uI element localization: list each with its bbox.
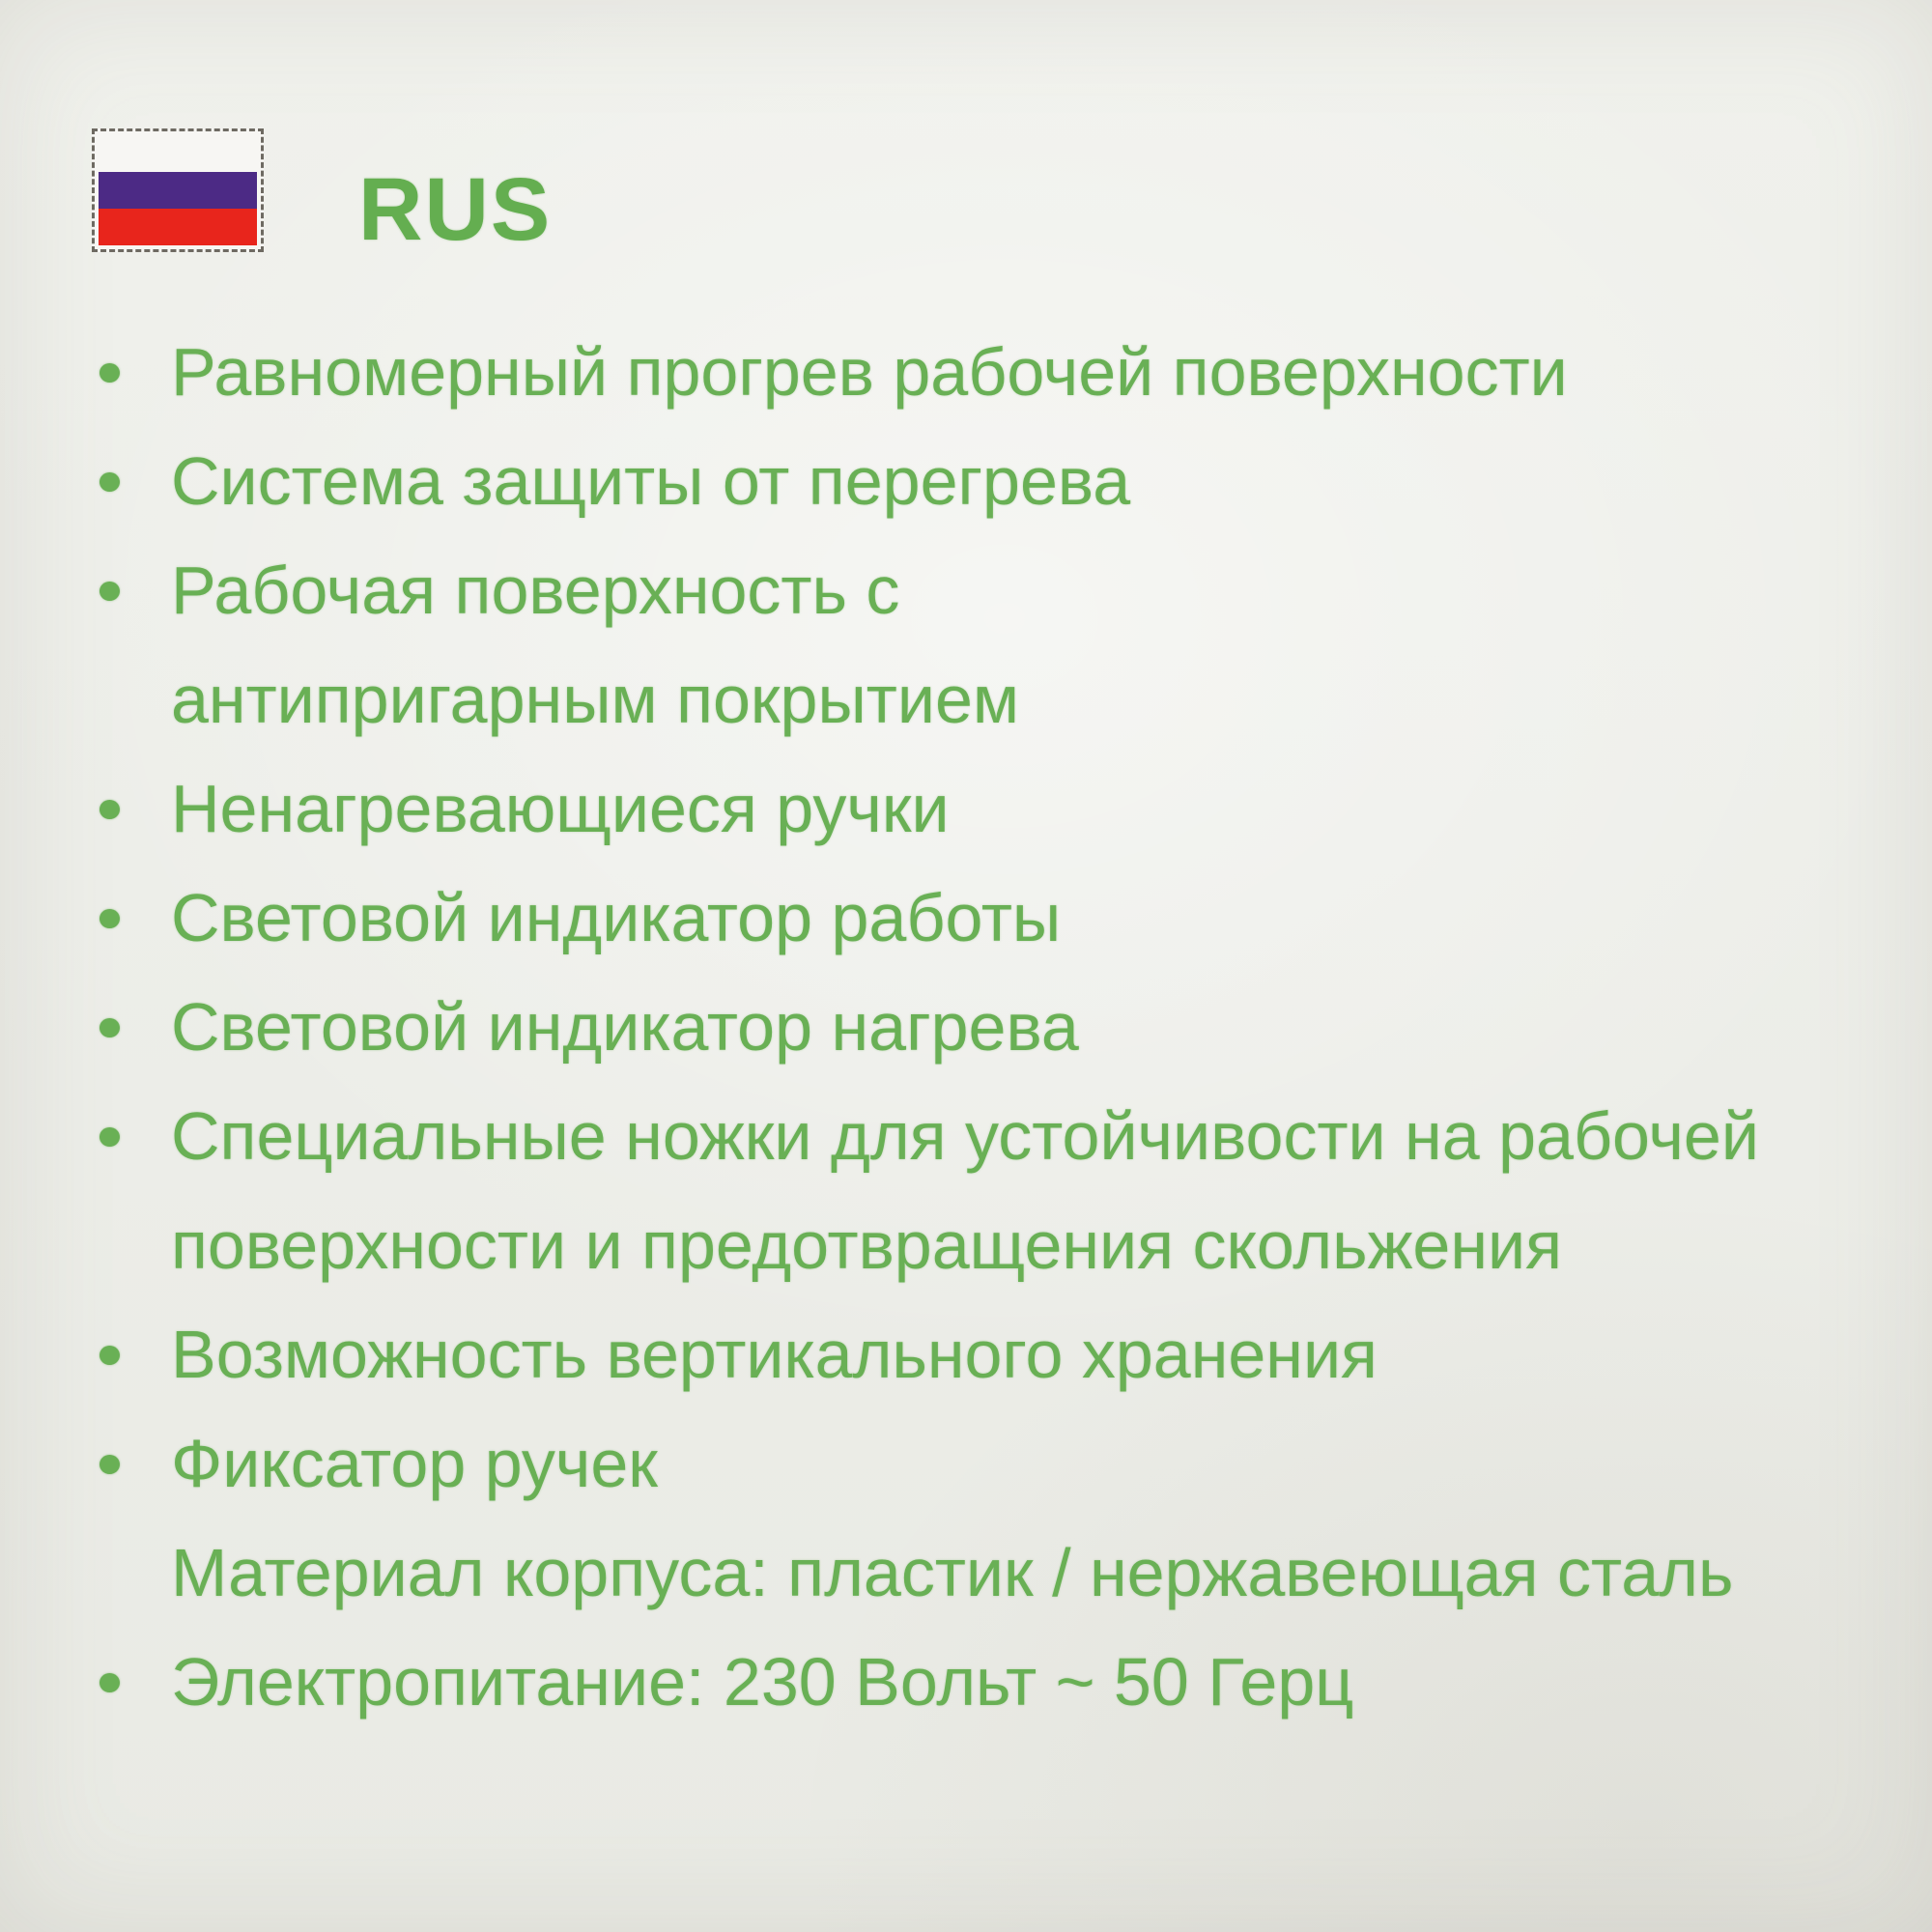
bullet-dot-icon xyxy=(99,1018,120,1037)
feature-line: Фиксатор ручек xyxy=(171,1426,658,1501)
bullet-icon xyxy=(99,754,171,864)
bullet-icon xyxy=(99,864,171,973)
bullet-icon xyxy=(99,536,171,645)
feature-line: Рабочая поверхность с xyxy=(171,553,900,628)
feature-list xyxy=(99,318,1848,1737)
feature-line: Материал корпуса: пластик / нержавеющая сталь xyxy=(171,1535,1734,1610)
feature-item xyxy=(99,754,1848,864)
feature-text xyxy=(171,1409,1848,1519)
language-code-label: RUS xyxy=(358,160,553,259)
feature-item xyxy=(99,973,1848,1082)
feature-item xyxy=(99,864,1848,973)
feature-item xyxy=(99,1519,1848,1628)
bullet-icon xyxy=(99,427,171,536)
feature-line: Система защиты от перегрева xyxy=(171,443,1131,519)
russia-flag-icon xyxy=(92,128,264,252)
feature-text xyxy=(171,973,1848,1082)
flag-stripe-white xyxy=(99,135,257,172)
feature-text xyxy=(171,536,1848,754)
bullet-spacer xyxy=(99,1519,171,1628)
bullet-icon xyxy=(99,1082,171,1191)
bullet-dot-icon xyxy=(99,363,120,383)
feature-item xyxy=(99,1300,1848,1409)
feature-line: Возможность вертикального хранения xyxy=(171,1317,1378,1392)
feature-line: Световой индикатор нагрева xyxy=(171,989,1079,1065)
bullet-icon xyxy=(99,318,171,427)
feature-text xyxy=(171,754,1848,864)
flag-stripe-blue xyxy=(99,172,257,209)
bullet-dot-icon xyxy=(99,909,120,928)
feature-item xyxy=(99,536,1848,754)
feature-item xyxy=(99,1628,1848,1737)
feature-text xyxy=(171,1628,1848,1737)
bullet-icon xyxy=(99,973,171,1082)
bullet-dot-icon xyxy=(99,472,120,492)
feature-line: Световой индикатор работы xyxy=(171,880,1062,955)
bullet-dot-icon xyxy=(99,1127,120,1147)
feature-line: Равномерный прогрев рабочей поверхности xyxy=(171,334,1568,410)
feature-text xyxy=(171,1082,1848,1300)
feature-line: Электропитание: 230 Вольт ~ 50 Герц xyxy=(171,1644,1354,1719)
feature-item xyxy=(99,427,1848,536)
feature-text xyxy=(171,1519,1848,1628)
feature-text xyxy=(171,864,1848,973)
feature-line: Специальные ножки для устойчивости на рабочей xyxy=(171,1098,1759,1174)
bullet-dot-icon xyxy=(99,1673,120,1692)
bullet-dot-icon xyxy=(99,582,120,601)
bullet-icon xyxy=(99,1300,171,1409)
language-header xyxy=(92,128,553,259)
feature-line: Ненагревающиеся ручки xyxy=(171,771,950,846)
bullet-dot-icon xyxy=(99,1346,120,1365)
feature-line: антипригарным покрытием xyxy=(171,662,1020,737)
bullet-icon xyxy=(99,1628,171,1737)
feature-text xyxy=(171,318,1848,427)
feature-item xyxy=(99,1082,1848,1300)
feature-text xyxy=(171,427,1848,536)
feature-text xyxy=(171,1300,1848,1409)
feature-line: поверхности и предотвращения скольжения xyxy=(171,1208,1563,1283)
bullet-dot-icon xyxy=(99,1455,120,1474)
bullet-dot-icon xyxy=(99,800,120,819)
feature-item xyxy=(99,318,1848,427)
flag-stripe-red xyxy=(99,209,257,245)
feature-item xyxy=(99,1409,1848,1519)
bullet-icon xyxy=(99,1409,171,1519)
